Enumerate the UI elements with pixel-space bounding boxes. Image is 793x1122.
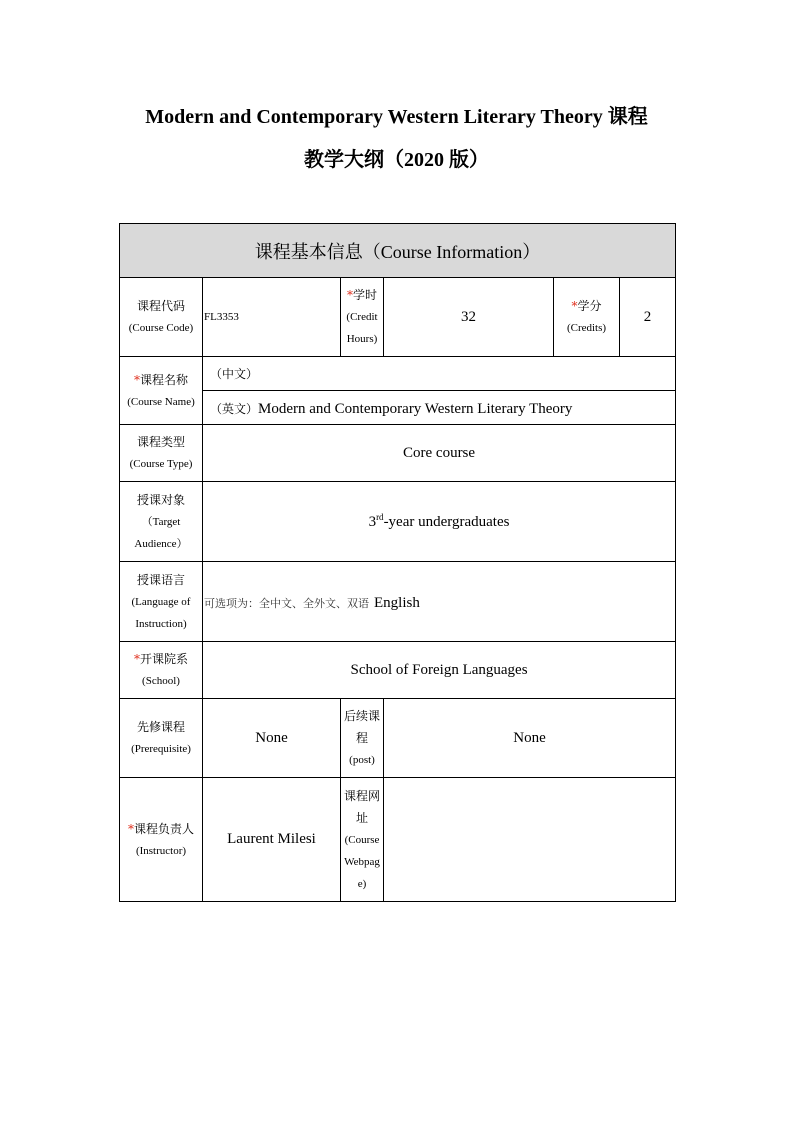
course-name-cn-tag: （中文） [210, 367, 259, 381]
credits-label-cn: 学分 [577, 299, 602, 313]
prerequisite-label-cn: 先修课程 [136, 720, 185, 734]
post-course-label-cn-2: 程 [355, 731, 368, 745]
course-name-en-value: Modern and Contemporary Western Literary Theory [258, 400, 573, 417]
credits-value: 2 [620, 278, 676, 357]
course-name-label-en: (Course Name) [127, 395, 195, 408]
school-label [120, 642, 203, 699]
course-webpage-label-en-2: Webpag [344, 855, 380, 868]
credit-hours-label-en-1: (Credit [346, 311, 378, 323]
credits-label [554, 278, 620, 357]
document-title-line-2: 教学大纲（2020 版） [304, 149, 489, 171]
course-type-label-cn: 课程类型 [136, 435, 185, 449]
prerequisite-label-en: (Prerequisite) [131, 743, 191, 755]
language-value-cell [203, 562, 676, 642]
target-audience-value-rest: -year undergraduates [383, 514, 510, 530]
post-course-label [341, 699, 384, 778]
course-webpage-value [384, 778, 676, 902]
language-options-text: 可选项为：全中文、全外文、双语 [204, 596, 369, 610]
course-name-label-cn: 课程名称 [139, 372, 188, 387]
course-webpage-label-en-3: e) [357, 877, 367, 890]
instructor-label-cn: 课程负责人 [133, 821, 194, 836]
table-row-language [120, 562, 676, 642]
course-webpage-label-cn-1: 课程网 [343, 788, 380, 803]
course-code-value: FL3353 [203, 278, 341, 357]
table-row-name-en [120, 391, 676, 425]
credit-hours-value: 32 [384, 278, 554, 357]
target-audience-value [203, 482, 676, 562]
course-name-cn-cell [203, 357, 676, 391]
school-value: School of Foreign Languages [203, 642, 676, 699]
instructor-label [120, 778, 203, 902]
course-type-value: Core course [203, 425, 676, 482]
course-name-label [120, 357, 203, 425]
target-audience-value-num: 3 [368, 514, 377, 530]
language-label [120, 562, 203, 642]
post-course-label-cn-1: 后续课 [343, 709, 380, 723]
table-row-school [120, 642, 676, 699]
language-label-en-1: (Language of [131, 595, 191, 608]
table-row-type [120, 425, 676, 482]
credits-label-en: (Credits) [566, 322, 607, 334]
target-audience-label-en-1: （Target [141, 515, 181, 528]
course-webpage-label-cn-2: 址 [355, 810, 368, 825]
post-course-label-en: (post) [349, 754, 375, 766]
prerequisite-value: None [203, 699, 341, 778]
course-webpage-label-en-1: (Course [344, 833, 380, 846]
table-header: 课程基本信息（Course Information） [120, 224, 676, 278]
target-audience-value-sup: rd [376, 512, 384, 522]
course-webpage-label [341, 778, 384, 902]
course-code-label [120, 278, 203, 357]
credit-hours-label-cn: 学时 [352, 288, 377, 302]
post-course-value: None [384, 699, 676, 778]
table-row-prerequisite [120, 699, 676, 778]
school-label-en: (School) [142, 675, 180, 687]
course-code-label-cn: 课程代码 [136, 299, 185, 313]
required-star: * [133, 372, 140, 387]
table-header-row [120, 224, 676, 278]
course-type-label [120, 425, 203, 482]
course-code-label-en: (Course Code) [128, 322, 194, 334]
school-label-cn: 开课院系 [139, 652, 188, 666]
language-value: English [374, 594, 420, 611]
credit-hours-label-en-2: Hours) [346, 333, 378, 345]
table-row-audience [120, 482, 676, 562]
required-star: * [346, 288, 353, 302]
language-label-en-2: Instruction) [135, 617, 187, 630]
table-row-code [120, 278, 676, 357]
prerequisite-label [120, 699, 203, 778]
course-information-table [119, 223, 676, 902]
language-label-cn: 授课语言 [136, 572, 185, 587]
required-star: * [571, 299, 578, 313]
course-name-en-cell [203, 391, 676, 425]
instructor-value: Laurent Milesi [203, 778, 341, 902]
required-star: * [133, 652, 140, 666]
course-type-label-en: (Course Type) [129, 458, 193, 470]
required-star: * [127, 821, 134, 836]
target-audience-label [120, 482, 203, 562]
target-audience-label-en-2: Audience） [134, 537, 188, 550]
credit-hours-label [341, 278, 384, 357]
table-row-name-cn [120, 357, 676, 391]
instructor-label-en: (Instructor) [135, 844, 187, 857]
target-audience-label-cn: 授课对象 [136, 492, 185, 507]
table-row-instructor [120, 778, 676, 902]
course-name-en-tag: （英文） [210, 401, 259, 416]
document-title-line-1: Modern and Contemporary Western Literary Theory 课程 [145, 106, 648, 128]
